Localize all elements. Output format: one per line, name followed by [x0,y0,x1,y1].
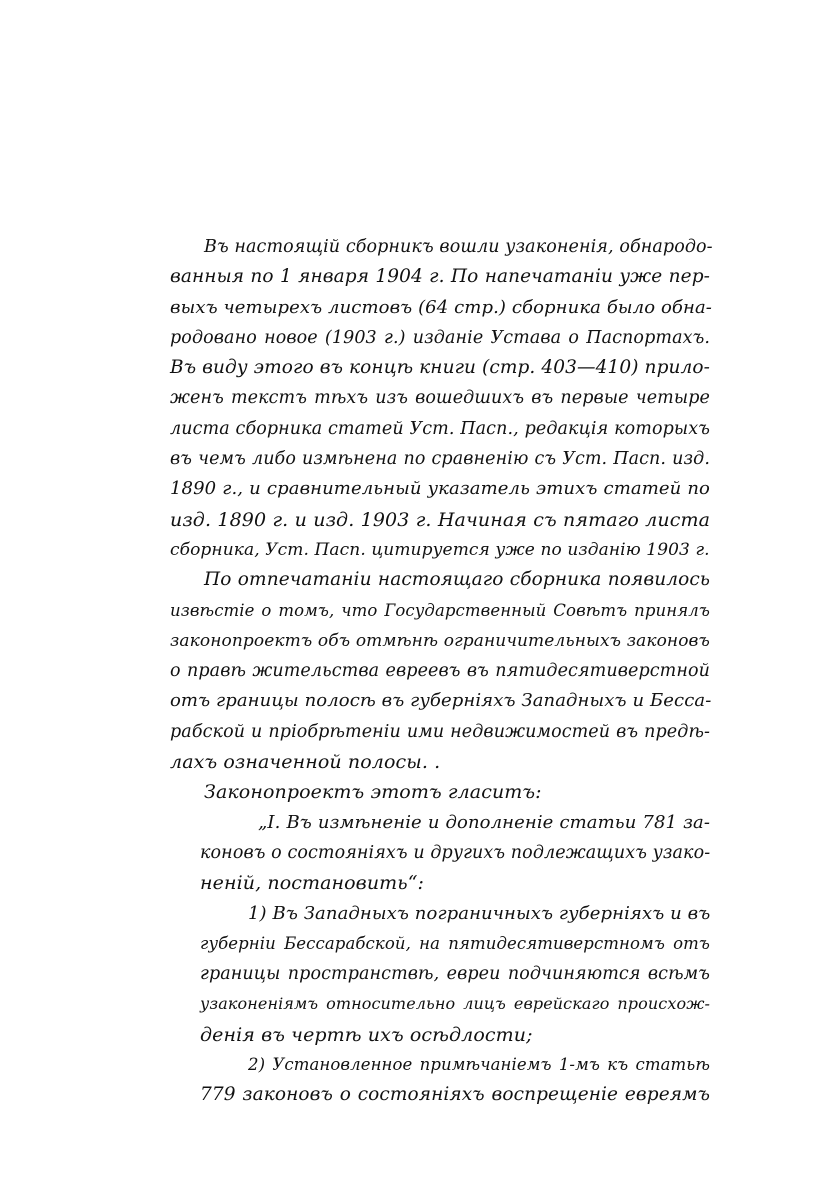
text-line: сборника, Уст. Пасп. цитируется уже по изданію 1903 г. [170,539,710,560]
text-line: листа сборника статей Уст. Пасп., редакція которыхъ [170,418,710,439]
text-line: лахъ означенной полосы. . [170,751,441,774]
text-line: губерніи Бессарабской, на пятидесятиверстномъ отъ [200,933,710,953]
text-line: женъ текстъ тѣхъ изъ вошедшихъ въ первые четыре [170,388,710,409]
page-text [170,232,713,1111]
text-line: 1) Въ Западныхъ пограничныхъ губерніяхъ и въ [248,902,711,924]
text-line: въ чемъ либо измѣнена по сравненію съ Уст. Пасп. изд. [170,449,710,470]
text-line: коновъ о состояніяхъ и другихъ подлежащихъ узако- [200,842,711,863]
text-line: „I. Въ измѣненіе и дополненіе статьи 781 за- [258,811,710,833]
clause-one-paragraph [170,899,710,1050]
text-line: 1890 г., и сравнительный указатель этихъ статей по [170,478,710,500]
text-line: отъ границы полосѣ въ губерніяхъ Западныхъ и Бесса- [170,690,712,712]
text-line: По отпечатаніи настоящаго сборника появилось [204,569,710,591]
text-line: 2) Установленное примѣчаніемъ 1-мъ къ статьѣ [248,1055,710,1075]
text-line: неній, постановить“: [200,872,425,895]
text-line: денія въ чертѣ ихъ осѣдлости; [200,1023,533,1046]
text-line: ванныя по 1 января 1904 г. По напечатаніи уже пер- [170,266,710,288]
text-line: родовано новое (1903 г.) изданіе Устава о Паспортахъ. [170,327,710,348]
text-line: изд. 1890 г. и изд. 1903 г. Начиная съ пятаго листа [170,508,710,531]
text-line: Въ настоящій сборникъ вошли узаконенія, обнародо- [204,237,713,257]
text-line: узаконеніямъ относительно лицъ еврейскаго происхож- [200,994,710,1014]
text-line: законопроектъ объ отмѣнѣ ограничительныхъ законовъ [170,630,710,651]
text-line: Въ виду этого въ концѣ книги (стр. 403—410) прило- [170,357,710,379]
intro-paragraph [170,232,713,565]
text-line: 779 законовъ о состояніяхъ воспрещеніе евреямъ [200,1084,710,1106]
bill-intro-paragraph [170,777,710,807]
clause-two-paragraph [170,1050,710,1111]
text-line: рабской и пріобрѣтеніи ими недвижимостей въ предѣ- [170,721,710,742]
text-line: о правѣ жительства евреевъ въ пятидесятиверстной [170,661,710,682]
notice-paragraph [170,565,710,777]
text-line: извѣстіе о томъ, что Государственный Совѣтъ принялъ [170,600,710,620]
text-line: выхъ четырехъ листовъ (64 стр.) сборника было обна- [170,296,712,318]
text-line: границы пространствѣ, евреи подчиняются всѣмъ [200,964,710,985]
article-one-paragraph [170,808,710,899]
text-line: Законопроектъ этотъ гласитъ: [204,781,542,804]
